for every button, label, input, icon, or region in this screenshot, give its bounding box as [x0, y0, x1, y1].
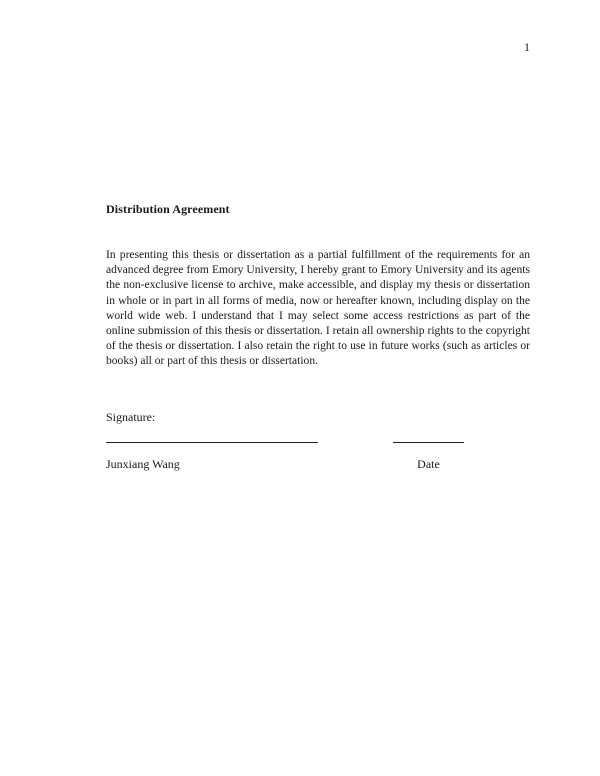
signer-name: Junxiang Wang — [106, 457, 180, 471]
date-label: Date — [417, 457, 440, 471]
signature-label: Signature: — [106, 410, 156, 424]
agreement-body: In presenting this thesis or dissertation as a partial fulfillment of the requirements for an advanced degree from Emory University, I hereby grant to Emory University and its agents the non-exclusive license to archive, make accessible, and display my thesis or dissertation in whole or in part in all forms of media, now or hereafter known, including display on the world wide web. I understand that I may select some access restrictions as part of the online submission of this thesis or dissertation. I retain all ownership rights to the copyright of the thesis or dissertation. I also retain the right to use in future works (such as articles or books) all or part of this thesis or dissertation. — [106, 249, 530, 368]
signature-line — [106, 442, 318, 443]
agreement-title: Distribution Agreement — [106, 202, 230, 216]
date-line — [393, 442, 464, 443]
page-number: 1 — [524, 40, 530, 54]
